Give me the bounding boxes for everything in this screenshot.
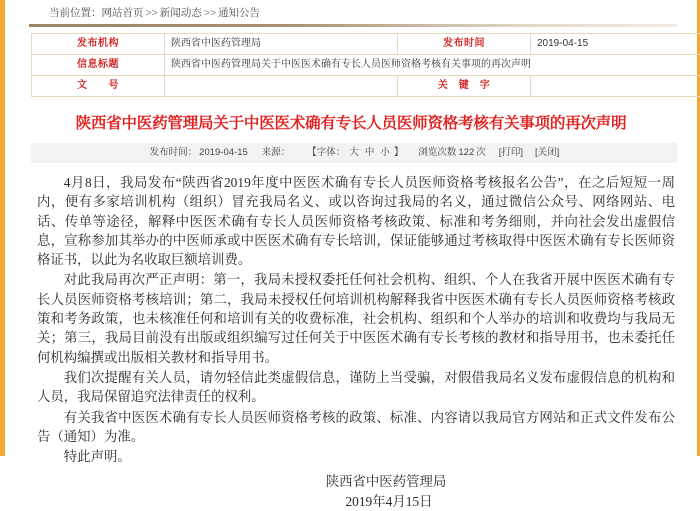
publish-time-value: 2019-04-15 bbox=[199, 147, 248, 158]
source-label: 来源： bbox=[262, 147, 291, 158]
article-paragraph-4: 有关我省中医医术确有专长人员医师资格考核的政策、标准、内容请以我局官方网站和正式文件发布公告（通知）为准。 bbox=[37, 408, 675, 447]
article-paragraph-1: 4月8日，我局发布“陕西省2019年度中医医术确有专长人员医师资格考核报名公告”，在之后短短一周内，便有多家培训机构（组织）冒充我局名义、或以咨询过我局的名义，通过微信公众号、网络网站、电话、传单等途径，解释中医医术确有专长人员医师资格考核政策、标准和考务细则，并向社会发出虚假信息，宣称参加其举办的中医师承或中医医术确有专长培训，保证能够通过考核取得中医医术确有专长医师资格证书，以此为名收取巨额培训费。 bbox=[37, 173, 675, 269]
breadcrumb-separator-1: >> bbox=[144, 7, 160, 19]
publish-time-label: 发布时间： bbox=[150, 147, 198, 158]
info-label-publisher: 发布机构 bbox=[32, 34, 165, 55]
signature-date: 2019年4月15日 bbox=[97, 492, 675, 511]
article-paragraph-5: 特此声明。 bbox=[37, 447, 675, 466]
breadcrumb-item-notice[interactable]: 通知公告 bbox=[218, 7, 260, 19]
font-size-controls bbox=[306, 147, 404, 158]
breadcrumb-divider bbox=[29, 24, 677, 27]
article-body bbox=[37, 173, 675, 511]
signature-organization: 陕西省中医药管理局 bbox=[97, 472, 675, 491]
breadcrumb-item-home[interactable]: 网站首页 bbox=[102, 7, 144, 19]
signature-block bbox=[37, 472, 675, 511]
info-value-keywords bbox=[531, 76, 700, 97]
font-size-label-end: 】 bbox=[394, 147, 404, 158]
info-value-publisher: 陕西省中医药管理局 bbox=[165, 34, 398, 55]
views-label: 浏览次数 bbox=[418, 147, 456, 158]
article-paragraph-2: 对此我局再次严正声明：第一，我局未授权委托任何社会机构、组织、个人在我省开展中医医术确有专长人员医师资格考核培训；第二，我局未授权任何培训机构解释我省中医医术确有专长人员医师资格考核政策和考务政策，也未核准任何和培训有关的收费标准，社会机构、组织和个人举办的培训和收费均与我局无关；第三，我局目前没有出版或组织编写过任何关于中医医术确有专长考核的教材和指导用书，也未委托任何机构编撰或出版相关教材和指导用书。 bbox=[37, 270, 675, 366]
info-label-title: 信息标题 bbox=[32, 55, 165, 76]
info-label-document-number: 文 号 bbox=[32, 76, 165, 97]
info-label-keywords: 关 键 字 bbox=[398, 76, 531, 97]
breadcrumb bbox=[5, 0, 697, 24]
page-title: 陕西省中医药管理局关于中医医术确有专长人员医师资格考核有关事项的再次声明 bbox=[39, 113, 663, 135]
font-size-label: 【字体： bbox=[307, 147, 345, 158]
close-button[interactable]: [关闭] bbox=[535, 147, 559, 158]
views-count: 122 bbox=[458, 147, 474, 158]
font-size-small-button[interactable]: 小 bbox=[380, 147, 390, 158]
font-size-large-button[interactable]: 大 bbox=[349, 147, 359, 158]
info-value-document-number bbox=[165, 76, 398, 97]
article-meta-bar bbox=[31, 143, 677, 163]
info-label-publish-time: 发布时间 bbox=[398, 34, 531, 55]
print-button[interactable]: [打印] bbox=[499, 147, 523, 158]
views-unit: 次 bbox=[476, 147, 486, 158]
document-info-table bbox=[31, 33, 700, 97]
breadcrumb-label: 当前位置： bbox=[49, 7, 102, 19]
table-row bbox=[32, 55, 700, 76]
info-value-title: 陕西省中医药管理局关于中医医术确有专长人员医师资格考核有关事项的再次声明 bbox=[165, 55, 700, 76]
breadcrumb-item-news[interactable]: 新闻动态 bbox=[160, 7, 202, 19]
info-value-publish-time: 2019-04-15 bbox=[531, 34, 700, 55]
table-row bbox=[32, 34, 700, 55]
font-size-medium-button[interactable]: 中 bbox=[365, 147, 375, 158]
table-row bbox=[32, 76, 700, 97]
breadcrumb-separator-2: >> bbox=[202, 7, 218, 19]
article-paragraph-3: 我们次提醒有关人员，请勿轻信此类虚假信息，谨防上当受骗，对假借我局名义发布虚假信息的机构和人员，我局保留追究法律责任的权利。 bbox=[37, 368, 675, 407]
